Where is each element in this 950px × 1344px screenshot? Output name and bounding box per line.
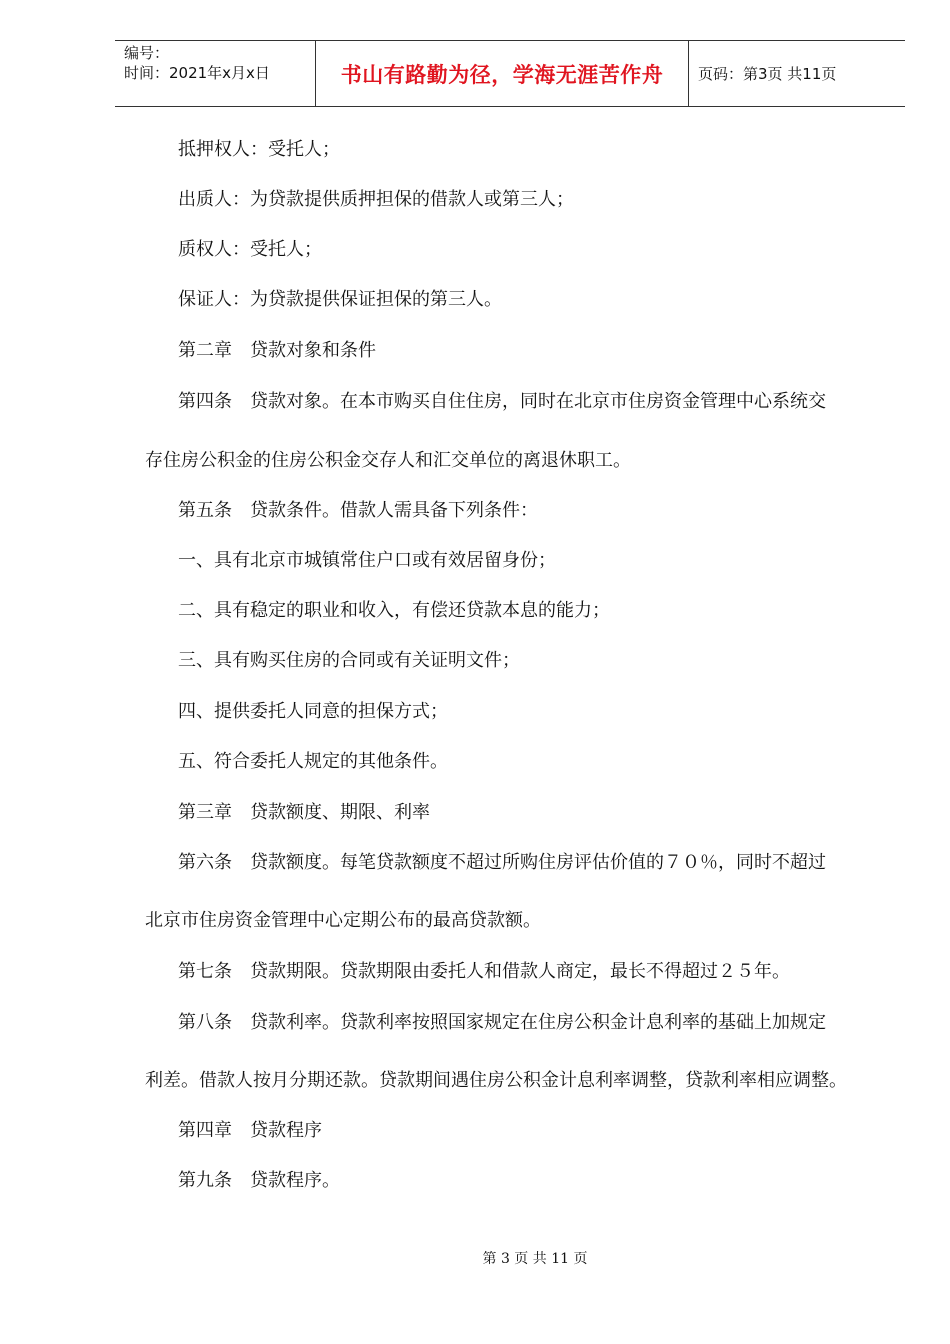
header-meta xyxy=(115,41,316,106)
document-time-label: 时间：2021年x月x日 xyxy=(124,64,270,82)
chapter-heading: 第二章 贷款对象和条件 xyxy=(178,340,376,361)
chapter-heading: 第三章 贷款额度、期限、利率 xyxy=(178,802,430,823)
article-text: 第八条 贷款利率。贷款利率按照国家规定在住房公积金计息利率的基础上加规定 xyxy=(178,1012,826,1033)
page-header xyxy=(115,40,905,107)
list-item: 四、提供委托人同意的担保方式； xyxy=(178,701,448,722)
article-text-continued: 北京市住房资金管理中心定期公布的最高贷款额。 xyxy=(145,910,541,931)
chapter-heading: 第四章 贷款程序 xyxy=(178,1120,322,1141)
article-text-continued: 利差。借款人按月分期还款。贷款期间遇住房公积金计息利率调整，贷款利率相应调整。 xyxy=(145,1070,847,1091)
header-page-info: 页码：第3页 共11页 xyxy=(698,65,837,83)
text-line: 出质人：为贷款提供质押担保的借款人或第三人； xyxy=(178,189,574,210)
article-text: 第六条 贷款额度。每笔贷款额度不超过所购住房评估价值的７０％，同时不超过 xyxy=(178,852,826,873)
text-line: 抵押权人：受托人； xyxy=(178,139,340,160)
list-item: 三、具有购买住房的合同或有关证明文件； xyxy=(178,650,520,671)
article-text: 第九条 贷款程序。 xyxy=(178,1170,340,1191)
page-footer: 第 3 页 共 11 页 xyxy=(482,1251,588,1267)
header-motto: 书山有路勤为径，学海无涯苦作舟 xyxy=(316,41,689,106)
text-line: 保证人：为贷款提供保证担保的第三人。 xyxy=(178,289,502,310)
article-text-continued: 存住房公积金的住房公积金交存人和汇交单位的离退休职工。 xyxy=(145,450,631,471)
article-text: 第四条 贷款对象。在本市购买自住住房，同时在北京市住房资金管理中心系统交 xyxy=(178,391,826,412)
list-item: 五、符合委托人规定的其他条件。 xyxy=(178,751,448,772)
text-line: 质权人：受托人； xyxy=(178,239,322,260)
list-item: 二、具有稳定的职业和收入，有偿还贷款本息的能力； xyxy=(178,600,610,621)
document-number-label: 编号： xyxy=(124,44,170,62)
list-item: 一、具有北京市城镇常住户口或有效居留身份； xyxy=(178,550,556,571)
article-text: 第五条 贷款条件。借款人需具备下列条件： xyxy=(178,500,538,521)
article-text: 第七条 贷款期限。贷款期限由委托人和借款人商定，最长不得超过２５年。 xyxy=(178,961,790,982)
